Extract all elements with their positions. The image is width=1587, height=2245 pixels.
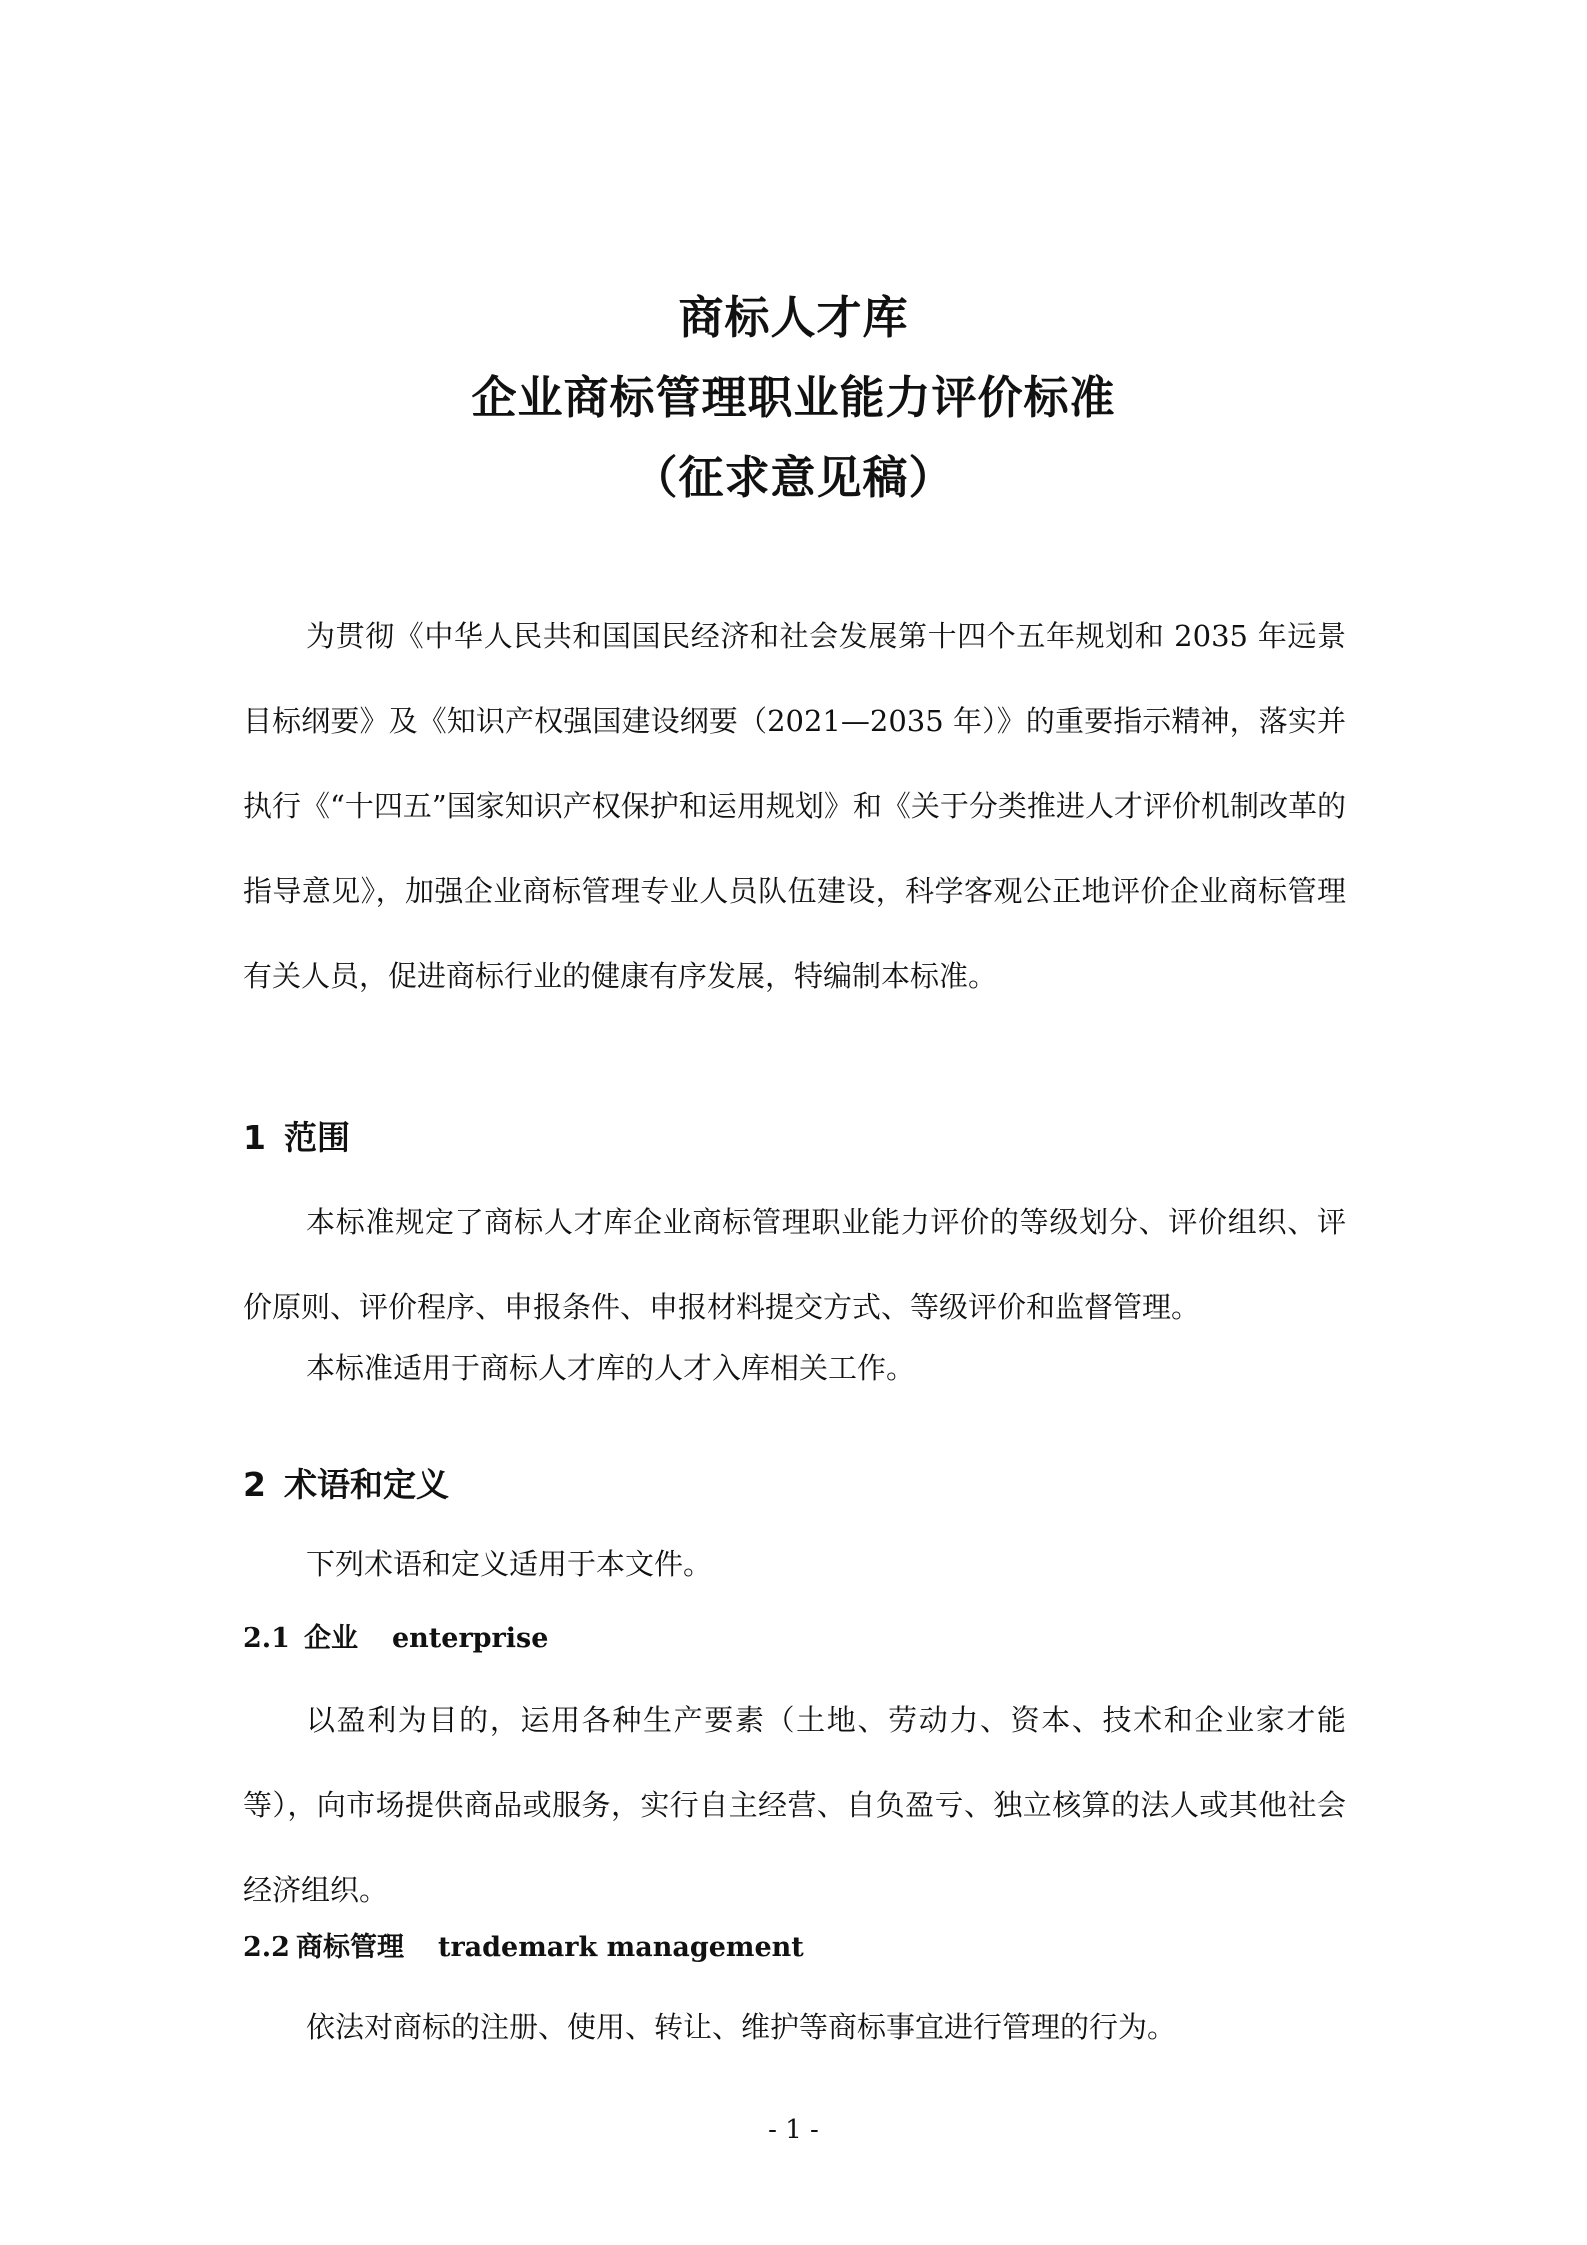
term-2-1-heading: [243, 1619, 548, 1659]
term-2-1-cn: 企业: [303, 1623, 358, 1654]
term-2-2-heading: [243, 1928, 804, 1968]
title-line-3: （征求意见稿）: [632, 451, 955, 504]
term-2-2-number: 2.2: [243, 1932, 290, 1963]
term-2-2-cn: 商标管理: [295, 1932, 404, 1963]
section-2-intro: 下列术语和定义适用于本文件。: [306, 1547, 713, 1581]
page-number: - 1 -: [768, 2115, 819, 2145]
title-line-2: 企业商标管理职业能力评价标准: [471, 371, 1116, 424]
section-1-paragraph-2: 本标准适用于商标人才库的人才入库相关工作。: [306, 1351, 916, 1385]
term-2-2-definition: 依法对商标的注册、使用、转让、维护等商标事宜进行管理的行为。: [306, 2010, 1177, 2044]
term-2-1-definition: 以盈利为目的，运用各种生产要素（土地、劳动力、资本、技术和企业家才能等），向市场提供商品或服务，实行自主经营、自负盈亏、独立核算的法人或其他社会经济组织。: [243, 1703, 1346, 1907]
title-line-1: 商标人才库: [678, 291, 909, 344]
section-2-heading: [243, 1460, 449, 1510]
section-2-number: 2: [243, 1465, 266, 1504]
term-2-1-en: enterprise: [391, 1623, 549, 1654]
term-2-2-en: trademark management: [437, 1932, 804, 1963]
section-1-heading: [243, 1113, 350, 1163]
intro-paragraph: 为贯彻《中华人民共和国国民经济和社会发展第十四个五年规划和 2035 年远景目标纲要》及《知识产权强国建设纲要（2021—2035 年）》的重要指示精神，落实并执行《“十四五”国家知识产权保护和运用规划》和《关于分类推进人才评价机制改革的指导意见》，加强企业商标管理专业人员队伍建设，科学客观公正地评价企业商标管理有关人员，促进商标行业的健康有序发展，特编制本标准。: [243, 619, 1346, 993]
section-1-title: 范围: [283, 1118, 350, 1157]
section-2-title: 术语和定义: [283, 1465, 449, 1504]
section-1-number: 1: [243, 1118, 266, 1157]
section-1-paragraph-1: 本标准规定了商标人才库企业商标管理职业能力评价的等级划分、评价组织、评价原则、评价程序、申报条件、申报材料提交方式、等级评价和监督管理。: [243, 1205, 1346, 1324]
term-2-1-number: 2.1: [243, 1623, 290, 1654]
